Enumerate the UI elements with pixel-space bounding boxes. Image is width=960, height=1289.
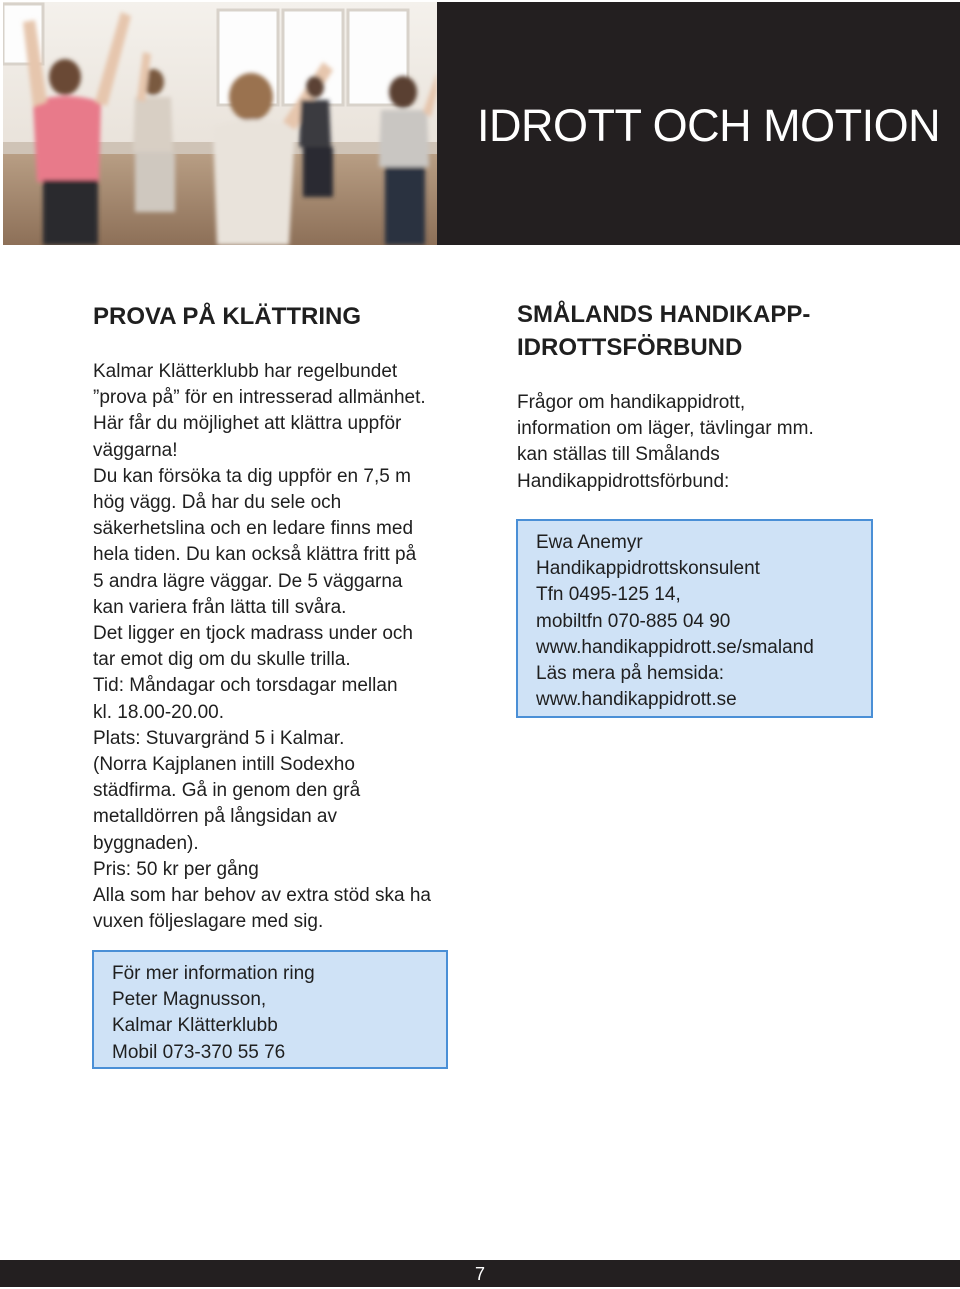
text-line: kan ställas till Smålands [517, 444, 720, 466]
text-line: Tid: Måndagar och torsdagar mellan [93, 675, 398, 697]
contact-line: Läs mera på hemsida: [536, 663, 724, 685]
text-line: Handikappidrottsförbund: [517, 470, 730, 492]
contact-line: Kalmar Klätterklubb [112, 1015, 278, 1037]
text-line: hög vägg. Då har du sele och [93, 492, 342, 514]
text-line: Pris: 50 kr per gång [93, 858, 259, 880]
text-line: 5 andra lägre väggar. De 5 väggarna [93, 570, 403, 592]
handikapp-heading [517, 298, 877, 364]
page-number: 7 [474, 1264, 485, 1284]
text-line: kl. 18.00-20.00. [93, 701, 224, 723]
handikapp-contact-text [536, 530, 871, 713]
handikapp-text [517, 390, 877, 495]
text-line: (Norra Kajplanen intill Sodexho [93, 754, 355, 776]
handikapp-section [517, 298, 877, 495]
text-line: väggarna! [93, 439, 178, 461]
contact-url[interactable]: www.handikappidrott.se [536, 689, 737, 711]
contact-line: För mer information ring [112, 963, 315, 984]
handikapp-contact-box [516, 519, 873, 718]
contact-name: Ewa Anemyr [536, 532, 643, 553]
title-band [437, 2, 960, 245]
contact-phone: Tfn 0495-125 14, [536, 584, 681, 606]
dance-class-photo [3, 2, 437, 245]
text-line: städfirma. Gå in genom den grå [93, 780, 361, 802]
text-line: Kalmar Klätterklubb har regelbundet [93, 361, 398, 382]
climbing-text [93, 359, 463, 935]
contact-line: Peter Magnusson, [112, 989, 267, 1011]
text-line: byggnaden). [93, 832, 199, 854]
text-line: tar emot dig om du skulle trilla. [93, 649, 351, 671]
text-line: Frågor om handikappidrott, [517, 392, 746, 413]
text-line: Här får du möjlighet att klättra uppför [93, 413, 402, 435]
contact-url-smaland[interactable]: www.handikappidrott.se/smaland [536, 636, 814, 658]
page-title: IDROTT OCH MOTION [477, 100, 941, 151]
contact-mobile: mobiltfn 070-885 04 90 [536, 610, 731, 632]
heading-line: IDROTTSFÖRBUND [517, 334, 743, 361]
text-line: ”prova på” för en intresserad allmänhet. [93, 387, 426, 409]
text-line: vuxen följeslagare med sig. [93, 911, 324, 933]
heading-line: SMÅLANDS HANDIKAPP- [517, 301, 811, 328]
text-line: hela tiden. Du kan också klättra fritt på [93, 544, 417, 566]
text-line: Alla som har behov av extra stöd ska ha [93, 885, 431, 907]
text-line: Det ligger en tjock madrass under och [93, 623, 413, 645]
climbing-contact-text [112, 961, 446, 1066]
climbing-heading: PROVA PÅ KLÄTTRING [93, 303, 361, 330]
text-line: Plats: Stuvargränd 5 i Kalmar. [93, 727, 345, 749]
text-line: information om läger, tävlingar mm. [517, 418, 814, 440]
text-line: metalldörren på långsidan av [93, 806, 337, 828]
text-line: Du kan försöka ta dig uppför en 7,5 m [93, 465, 411, 487]
text-line: kan variera från lätta till svåra. [93, 596, 347, 618]
contact-role: Handikappidrottskonsulent [536, 558, 760, 580]
text-line: säkerhetslina och en ledare finns med [93, 518, 414, 540]
footer-band [0, 1260, 960, 1287]
contact-line: Mobil 073-370 55 76 [112, 1041, 286, 1063]
climbing-section [93, 300, 463, 935]
photo-illustration [3, 2, 437, 245]
climbing-contact-box [92, 950, 448, 1069]
